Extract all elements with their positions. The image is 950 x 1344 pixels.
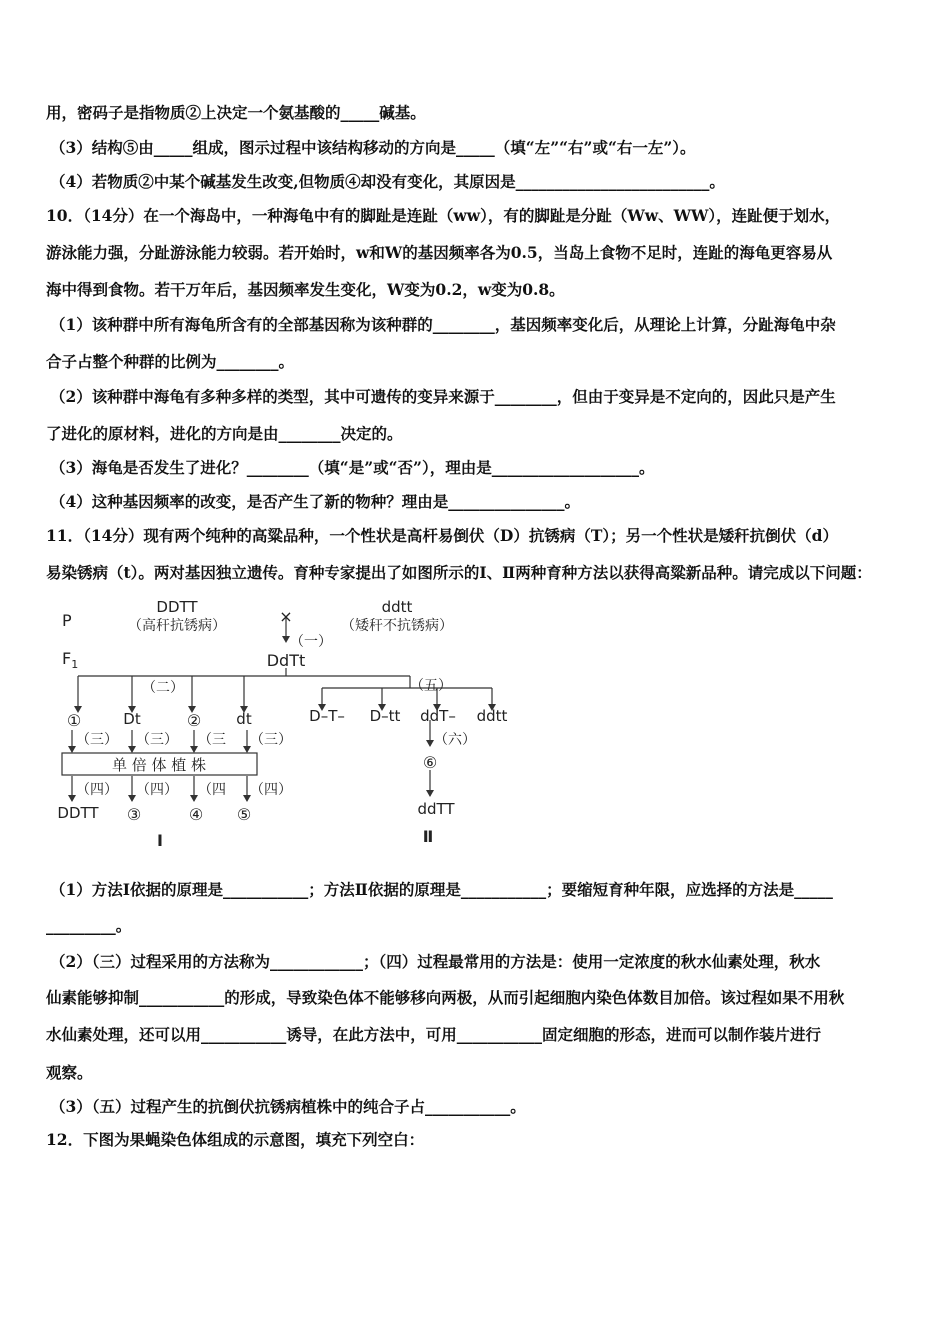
progeny-genotype: D–tt <box>369 707 401 725</box>
text-line: 用，密码子是指物质②上决定一个氨基酸的_____碱基。 <box>46 103 426 122</box>
parent1-genotype: DDTT <box>156 598 198 616</box>
gamete-3: ② <box>186 711 202 730</box>
step-6-label: （六） <box>434 732 476 748</box>
step-4-label: （四） <box>250 782 292 798</box>
step-4-label: （四 <box>198 782 226 798</box>
text-line: （2）该种群中海龟有多种多样的类型，其中可遗传的变异来源于________，但由于变异是不定向的，因此只是产生 <box>50 387 836 406</box>
progeny-genotype: ddtt <box>476 707 508 725</box>
gamete-1: ① <box>66 711 82 730</box>
text-line: （4）若物质②中某个碱基发生改变,但物质④却没有变化，其原因是_________________________。 <box>50 172 725 191</box>
label-p: P <box>62 611 72 630</box>
question-11-intro: 11．（14分）现有两个纯种的高粱品种，一个性状是高杆易倒伏（D）抗锈病（T）；另一个性状是矮秆抗倒伏（d） <box>46 526 838 545</box>
cross-symbol: × <box>279 607 293 626</box>
text-line: 易染锈病（t）。两对基因独立遗传。育种专家提出了如图所示的Ⅰ、Ⅱ两种育种方法以获得高粱新品种。请完成以下问题： <box>46 563 872 582</box>
gamete-2: Dt <box>123 710 141 728</box>
gamete-4: dt <box>236 710 252 728</box>
text-line: 游泳能力强，分趾游泳能力较弱。若开始时，w和W的基因频率各为0.5，当岛上食物不足时，连趾的海龟更容易从 <box>46 243 833 262</box>
step-3-label: （三） <box>76 732 118 748</box>
method-2-label: Ⅱ <box>422 827 434 846</box>
method1-result: DDTT <box>57 804 99 822</box>
step-1-label: （一） <box>290 634 332 650</box>
step-5-label: （五） <box>410 678 452 694</box>
method1-result: ③ <box>126 805 142 824</box>
method2-result: ddTT <box>417 800 455 818</box>
text-line: （2）（三）过程采用的方法称为____________；（四）过程最常用的方法是：使用一定浓度的秋水仙素处理，秋水 <box>50 952 821 971</box>
text-line: 合子占整个种群的比例为________。 <box>46 352 295 371</box>
text-line: （3）（五）过程产生的抗倒伏抗锈病植株中的纯合子占___________。 <box>50 1097 526 1116</box>
parent2-description: （矮秆不抗锈病） <box>341 618 453 634</box>
step-3-label: （三 <box>198 732 226 748</box>
text-line: （3）结构⑤由_____组成，图示过程中该结构移动的方向是_____（填“左”“右”或“右一左”）。 <box>50 138 696 157</box>
haploid-plant-box-label: 单 倍 体 植 株 <box>111 756 207 774</box>
progeny-genotype: ddT– <box>420 707 456 725</box>
node-6: ⑥ <box>422 753 438 772</box>
text-line: （1）方法Ⅰ依据的原理是___________；方法Ⅱ依据的原理是___________；要缩短育种年限，应选择的方法是_____ <box>50 880 833 899</box>
progeny-genotype: D–T– <box>309 707 345 725</box>
parent1-description: （高秆抗锈病） <box>128 618 226 634</box>
text-line: 仙素能够抑制___________的形成，导致染色体不能够移向两极，从而引起细胞内染色体数目加倍。该过程如果不用秋 <box>46 988 845 1007</box>
label-f1: $F_1$ <box>62 649 79 671</box>
method1-result: ④ <box>188 805 204 824</box>
text-line: 了进化的原材料，进化的方向是由________决定的。 <box>46 424 403 443</box>
text-line: 观察。 <box>46 1063 93 1082</box>
text-line: （1）该种群中所有海龟所含有的全部基因称为该种群的________，基因频率变化后，从理论上计算，分趾海龟中杂 <box>50 315 836 334</box>
text-line: （4）这种基因频率的改变，是否产生了新的物种？理由是_______________。 <box>50 492 581 511</box>
text-line: 海中得到食物。若干万年后，基因频率发生变化，W变为0.2，w变为0.8。 <box>46 280 565 299</box>
f1-genotype: DdTt <box>266 651 306 670</box>
step-4-label: （四） <box>76 782 118 798</box>
parent2-genotype: ddtt <box>381 598 413 616</box>
question-12-intro: 12．下图为果蝇染色体组成的示意图，填充下列空白： <box>46 1130 425 1149</box>
step-3-label: （三） <box>136 732 178 748</box>
text-line: （3）海龟是否发生了进化？________（填“是”或“否”），理由是___________________。 <box>50 458 655 477</box>
question-10-intro: 10．（14分）在一个海岛中，一种海龟中有的脚趾是连趾（ww），有的脚趾是分趾（Ww、WW），连趾便于划水， <box>46 206 841 225</box>
breeding-diagram <box>52 596 522 856</box>
method-1-label: Ⅰ <box>157 831 163 850</box>
step-3-label: （三） <box>250 732 292 748</box>
text-line: 水仙素处理，还可以用___________诱导，在此方法中，可用___________固定细胞的形态，进而可以制作装片进行 <box>46 1025 822 1044</box>
text-line: _________。 <box>46 916 132 935</box>
step-2-label: （二） <box>142 680 184 696</box>
method1-result: ⑤ <box>236 805 252 824</box>
step-4-label: （四） <box>136 782 178 798</box>
